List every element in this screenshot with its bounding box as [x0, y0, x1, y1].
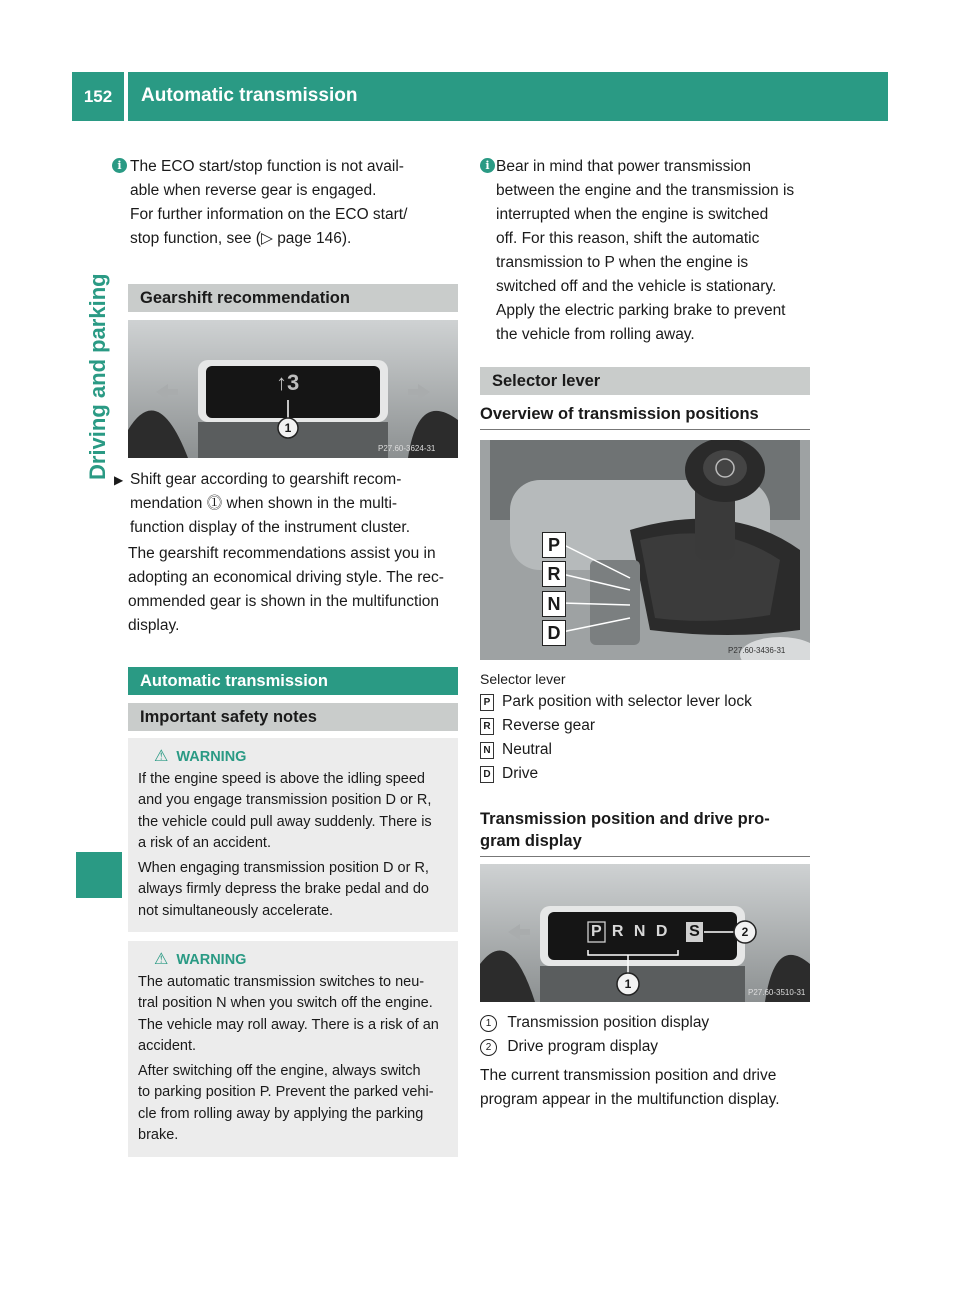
key-p-icon: P	[480, 694, 494, 711]
page-number: 152	[72, 72, 124, 121]
subheading-overview: Overview of transmission positions	[480, 403, 810, 430]
text-line: the vehicle from rolling away.	[496, 326, 695, 343]
transmission-display-image	[480, 864, 810, 1002]
text-line: The gearshift recommendations assist you in	[128, 545, 436, 562]
section-heading-gearshift: Gearshift recommendation	[128, 284, 458, 312]
text-line: not simultaneously accelerate.	[138, 902, 334, 919]
text-line: The current transmission position and drive	[480, 1067, 777, 1084]
info-note-eco	[112, 155, 460, 251]
arrow-bullet-icon: ▶	[114, 473, 124, 487]
legend-list-2	[480, 1011, 810, 1059]
text-line: After switching off the engine, always switch	[138, 1062, 421, 1079]
drive-program-indicator: S	[689, 923, 700, 940]
subheading-display	[480, 808, 810, 857]
warning-box-1	[128, 738, 458, 932]
section-heading-automatic: Automatic transmission	[128, 667, 458, 695]
image-code: P27.60-3436-31	[728, 646, 786, 655]
text-line: off. For this reason, shift the automatic	[496, 230, 760, 247]
legend-text: Drive	[502, 765, 539, 782]
body-closing	[480, 1064, 815, 1112]
text-line: brake.	[138, 1127, 179, 1143]
image-code: P27.60-3624-31	[378, 444, 436, 453]
text-line: always firmly depress the brake pedal and do	[138, 881, 429, 897]
lever-letter-d: D	[542, 620, 566, 646]
section-heading-selector: Selector lever	[480, 367, 810, 395]
image-caption: Selector lever	[480, 671, 566, 687]
selector-lever-image	[480, 440, 810, 660]
callout-number: 2	[480, 1039, 497, 1056]
warning-label: WARNING	[176, 749, 247, 765]
key-d-icon: D	[480, 766, 494, 783]
lever-letter-p: P	[542, 532, 566, 558]
heading-line: Transmission position and drive pro-	[480, 810, 770, 828]
text-line: interrupted when the engine is switched	[496, 206, 769, 223]
text-line: ommended gear is shown in the multifunction	[128, 593, 440, 610]
warning-triangle-icon: ⚠	[154, 748, 169, 765]
gearshift-display-image	[128, 320, 458, 458]
info-icon: i	[112, 158, 127, 173]
text-line: program appear in the multifunction display.	[480, 1091, 780, 1108]
warning-box-2	[128, 941, 458, 1157]
warning-triangle-icon: ⚠	[154, 951, 169, 968]
text-line: When engaging transmission position D or R,	[138, 859, 429, 876]
text-line: adopting an economical driving style. The rec-	[128, 569, 444, 586]
text-line: The ECO start/stop function is not avail-	[130, 158, 404, 175]
info-icon: i	[480, 158, 495, 173]
text-line: accident.	[138, 1038, 197, 1054]
selector-lever-illustration	[480, 440, 810, 660]
prnd-indicator: P R N D	[591, 923, 671, 940]
body-gearshift	[128, 542, 462, 638]
legend-text: Neutral	[502, 741, 552, 758]
text-line: Bear in mind that power transmission	[496, 158, 752, 175]
text-line: display.	[128, 617, 180, 634]
text-line: function display of the instrument cluster.	[130, 519, 411, 536]
side-tab-label: Driving and parking	[85, 273, 110, 480]
list-item	[480, 690, 810, 714]
text-line: and you engage transmission position D or R,	[138, 792, 432, 808]
list-item	[480, 714, 810, 738]
text-line: the vehicle could pull away suddenly. There is	[138, 813, 432, 830]
instruction-shift	[114, 468, 460, 540]
text-line: mendation ⓵ when shown in the multi-	[130, 495, 398, 512]
text-line: The vehicle may roll away. There is a risk of an	[138, 1016, 439, 1033]
legend-list	[480, 690, 810, 786]
lever-letter-n: N	[542, 591, 566, 617]
text-line: transmission to P when the engine is	[496, 254, 749, 271]
side-tab-marker	[76, 852, 122, 898]
text-line: to parking position P. Prevent the parked vehi-	[138, 1084, 434, 1100]
text-line: For further information on the ECO start/	[130, 206, 408, 223]
callout-1: 1	[284, 421, 292, 435]
text-line: Shift gear according to gearshift recom-	[130, 471, 402, 488]
callout-number: 1	[480, 1015, 497, 1032]
text-line: If the engine speed is above the idling speed	[138, 770, 425, 787]
text-line: between the engine and the transmission is	[496, 182, 795, 199]
left-column	[112, 155, 460, 251]
callout-2: 2	[741, 925, 749, 939]
lever-letter-r: R	[542, 561, 566, 587]
legend-text: Transmission position display	[507, 1014, 710, 1031]
gear-recommendation: ↑3	[276, 370, 300, 395]
text-line: able when reverse gear is engaged.	[130, 182, 377, 199]
key-r-icon: R	[480, 718, 494, 735]
page-title: Automatic transmission	[141, 85, 358, 106]
list-item	[480, 1035, 810, 1059]
legend-text: Drive program display	[507, 1038, 659, 1055]
text-line: tral position N when you switch off the engine.	[138, 995, 433, 1011]
text-line: switched off and the vehicle is stationary.	[496, 278, 777, 295]
legend-text: Park position with selector lever lock	[502, 693, 752, 710]
heading-line: gram display	[480, 832, 582, 850]
list-item	[480, 1011, 810, 1035]
text-line: Apply the electric parking brake to prevent	[496, 302, 786, 319]
warning-label: WARNING	[176, 952, 247, 968]
legend-text: Reverse gear	[502, 717, 596, 734]
text-line: The automatic transmission switches to neu-	[138, 973, 425, 990]
list-item	[480, 738, 810, 762]
list-item	[480, 762, 810, 786]
callout-1: 1	[624, 977, 632, 991]
image-code: P27.60-3510-31	[748, 988, 806, 997]
info-note-power	[480, 155, 815, 347]
key-n-icon: N	[480, 742, 494, 759]
text-line: cle from rolling away by applying the parking	[138, 1105, 424, 1122]
text-line: a risk of an accident.	[138, 835, 271, 851]
text-line: stop function, see (▷ page 146).	[130, 230, 352, 247]
section-heading-safety: Important safety notes	[128, 703, 458, 731]
